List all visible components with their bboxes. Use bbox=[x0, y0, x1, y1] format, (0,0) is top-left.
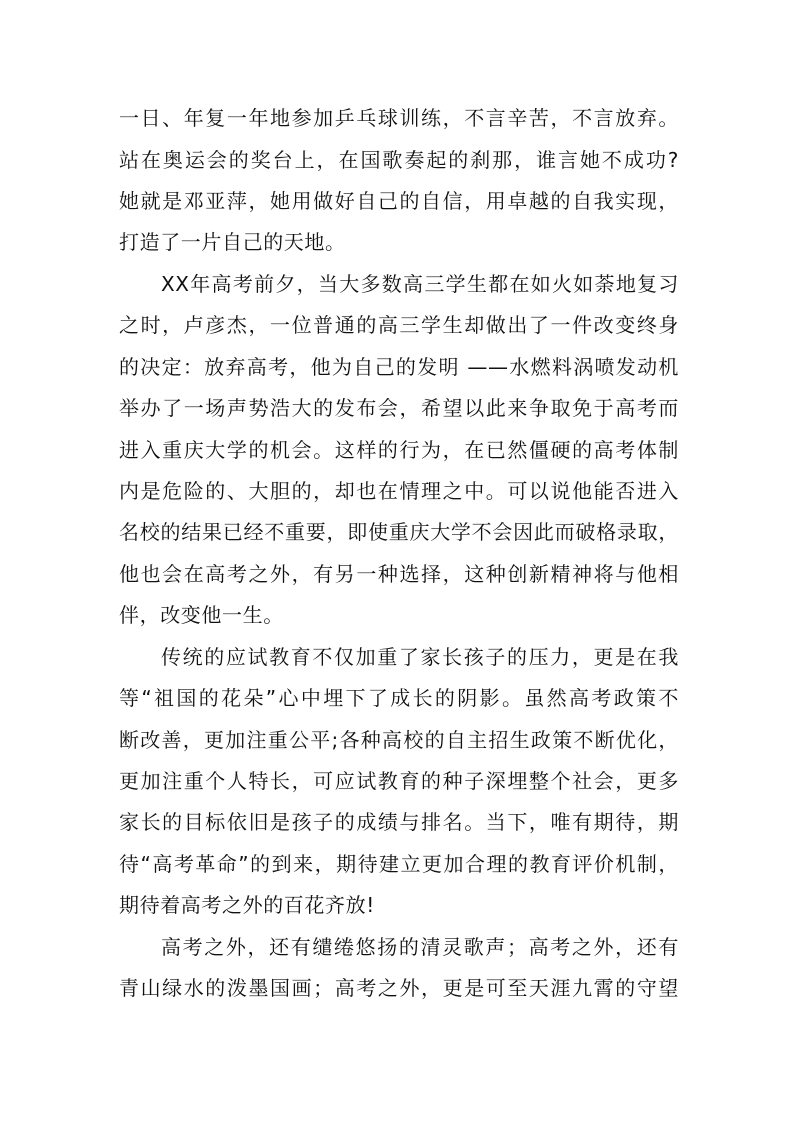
paragraph-first-line: 高考之外，还有缱绻悠扬的清灵歌声；高考之外，还有 bbox=[161, 935, 679, 959]
text-line: 名校的结果已经不重要，即使重庆大学不会因此而破格录取， bbox=[119, 520, 679, 544]
paragraph-first-line: XX年高考前夕，当大多数高三学生都在如火如荼地复习 bbox=[161, 272, 679, 296]
text-line: 内是危险的、大胆的，却也在情理之中。可以说他能否进入 bbox=[119, 479, 679, 503]
text-line: 打造了一片自己的天地。 bbox=[119, 230, 346, 254]
text-line: 伴，改变他一生。 bbox=[119, 603, 284, 627]
text-line: 青山绿水的泼墨国画；高考之外，更是可至天涯九霄的守望 bbox=[119, 976, 679, 1000]
text-line: 的决定：放弃高考，他为自己的发明 ——水燃料涡喷发动机 bbox=[119, 355, 679, 379]
text-line: 举办了一场声势浩大的发布会，希望以此来争取免于高考而 bbox=[119, 396, 679, 420]
text-line: 进入重庆大学的机会。这样的行为，在已然僵硬的高考体制 bbox=[119, 438, 679, 462]
text-line: 站在奥运会的奖台上，在国歌奏起的刹那，谁言她不成功? bbox=[119, 148, 679, 172]
text-line: 家长的目标依旧是孩子的成绩与排名。当下，唯有期待，期 bbox=[119, 810, 679, 834]
text-line: 等“祖国的花朵”心中埋下了成长的阴影。虽然高考政策不 bbox=[119, 686, 679, 710]
text-line: 他也会在高考之外，有另一种选择，这种创新精神将与他相 bbox=[119, 562, 679, 586]
text-line: 更加注重个人特长，可应试教育的种子深埋整个社会，更多 bbox=[119, 769, 679, 793]
text-line: 她就是邓亚萍，她用做好自己的自信，用卓越的自我实现， bbox=[119, 189, 679, 213]
paragraph-first-line: 传统的应试教育不仅加重了家长孩子的压力，更是在我 bbox=[161, 645, 679, 669]
text-line: 期待着高考之外的百花齐放! bbox=[119, 893, 375, 917]
text-line: 断改善，更加注重公平;各种高校的自主招生政策不断优化， bbox=[119, 728, 679, 752]
text-line: 待“高考革命”的到来，期待建立更加合理的教育评价机制， bbox=[119, 852, 679, 876]
text-line: 一日、年复一年地参加乒乓球训练，不言辛苦，不言放弃。 bbox=[119, 106, 679, 130]
text-line: 之时，卢彦杰，一位普通的高三学生却做出了一件改变终身 bbox=[119, 313, 679, 337]
